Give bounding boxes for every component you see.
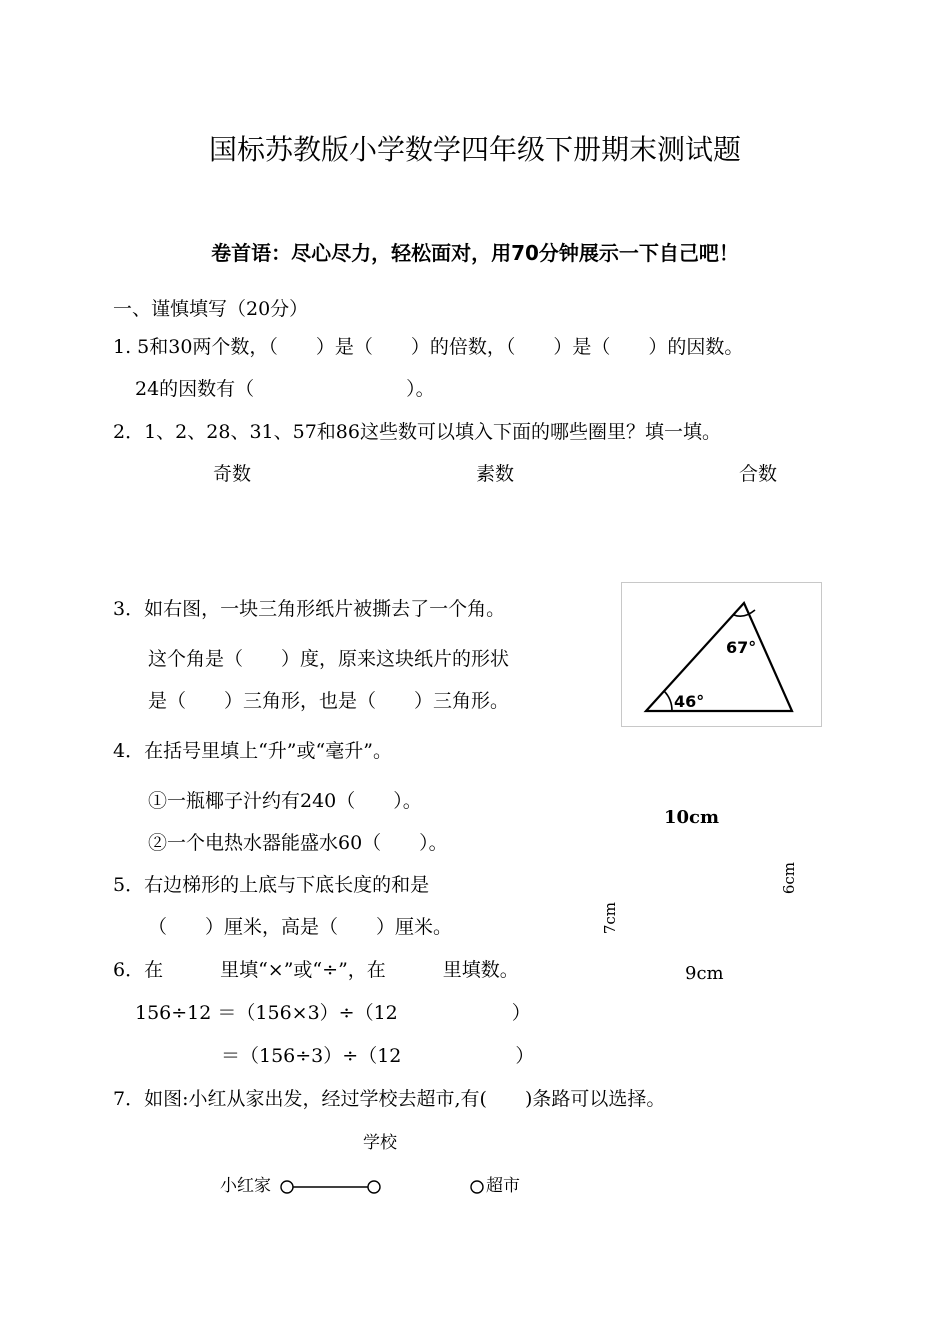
page-title: 国标苏教版小学数学四年级下册期末测试题 — [208, 133, 741, 166]
q3-line3: 是（ ）三角形，也是（ ）三角形。 — [148, 690, 510, 712]
home-node — [281, 1181, 293, 1193]
triangle-figure — [621, 582, 822, 727]
q4-item2: ②一个电热水器能盛水60（ ）。 — [148, 832, 448, 854]
circle-label-odd: 奇数 — [213, 463, 252, 485]
triangle-drawing — [622, 583, 821, 726]
trapezoid-bottom-label: 9cm — [685, 963, 724, 984]
page-subtitle: 卷首语：尽心尽力，轻松面对，用70分钟展示一下自己吧！ — [211, 241, 739, 265]
q4-line1: 4．在括号里填上“升”或“毫升”。 — [113, 740, 392, 762]
section-heading: 一、谨慎填写（20分） — [113, 298, 309, 320]
q1-line2: 24的因数有（ ）。 — [135, 378, 435, 400]
q5-line2: （ ）厘米，高是（ ）厘米。 — [148, 916, 453, 938]
trapezoid-top-label: 10cm — [664, 807, 720, 828]
q4-item1: ①一瓶椰子汁约有240（ ）。 — [148, 790, 422, 812]
angle-left-label: 46° — [674, 692, 705, 711]
trapezoid-right-label: 6cm — [780, 862, 798, 895]
circle-label-prime: 素数 — [476, 463, 515, 485]
school-node — [368, 1181, 380, 1193]
route-diagram — [270, 1174, 490, 1200]
q6-line1: 6．在 里填“×”或“÷”，在 里填数。 — [113, 959, 519, 981]
q1-line1: 1. 5和30两个数，（ ）是（ ）的倍数，（ ）是（ ）的因数。 — [113, 336, 744, 358]
q7-line1: 7．如图:小红从家出发，经过学校去超市,有( )条路可以选择。 — [113, 1088, 666, 1110]
q3-line2: 这个角是（ ）度，原来这块纸片的形状 — [148, 648, 510, 670]
q6-line2: 156÷12 ＝（156×3）÷（12 ） — [135, 1002, 531, 1024]
route-home-label: 小红家 — [220, 1176, 271, 1196]
route-school-label: 学校 — [363, 1133, 397, 1153]
trapezoid-left-label: 7cm — [601, 902, 619, 935]
angle-top-label: 67° — [726, 638, 757, 657]
route-market-label: 超市 — [486, 1176, 520, 1196]
q5-line1: 5．右边梯形的上底与下底长度的和是 — [113, 874, 430, 896]
q3-line1: 3．如右图，一块三角形纸片被撕去了一个角。 — [113, 598, 506, 620]
q2-text: 2．1、2、28、31、57和86这些数可以填入下面的哪些圈里？填一填。 — [113, 421, 721, 443]
circle-label-composite: 合数 — [739, 463, 778, 485]
market-node — [471, 1181, 483, 1193]
q6-line3: ＝（156÷3）÷（12 ） — [221, 1045, 535, 1067]
